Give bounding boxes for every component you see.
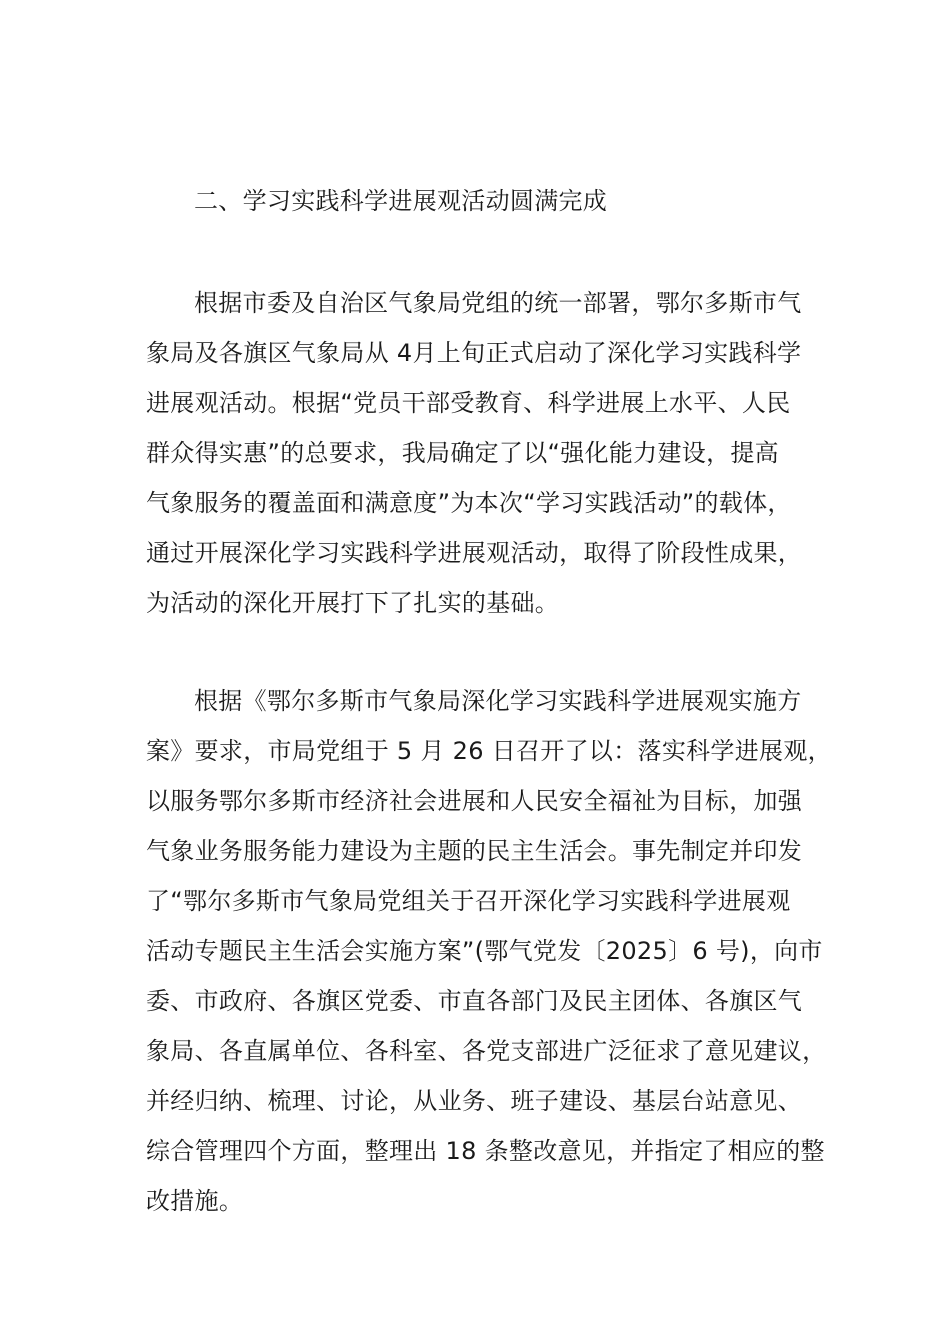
paragraph-2-line-5: 了“鄂尔多斯市气象局党组关于召开深化学习实践科学进展观: [146, 887, 791, 915]
paragraph-2-line-6: 活动专题民主生活会实施方案”(鄂气党发〔2025〕6 号)，向市: [146, 937, 823, 965]
paragraph-2-line-7: 委、市政府、各旗区党委、市直各部门及民主团体、各旗区气: [146, 987, 803, 1015]
paragraph-1-line-1: 根据市委及自治区气象局党组的统一部署，鄂尔多斯市气: [194, 289, 802, 317]
paragraph-2-line-2: 案》要求，市局党组于 5 月 26 日召开了以：落实科学进展观，: [146, 737, 832, 765]
paragraph-2-line-10: 综合管理四个方面，整理出 18 条整改意见，并指定了相应的整: [146, 1137, 825, 1165]
paragraph-2-line-4: 气象业务服务能力建设为主题的民主生活会。事先制定并印发: [146, 837, 803, 865]
paragraph-1-line-5: 气象服务的覆盖面和满意度”为本次“学习实践活动”的载体，: [146, 489, 792, 517]
paragraph-1-line-4: 群众得实惠”的总要求，我局确定了以“强化能力建设，提高: [146, 439, 779, 467]
paragraph-1-line-2: 象局及各旗区气象局从 4月上旬正式启动了深化学习实践科学: [146, 339, 802, 367]
paragraph-2-line-9: 并经归纳、梳理、讨论，从业务、班子建设、基层台站意见、: [146, 1087, 803, 1115]
paragraph-1-line-6: 通过开展深化学习实践科学进展观活动，取得了阶段性成果，: [146, 539, 803, 567]
paragraph-2-line-11: 改措施。: [146, 1187, 244, 1215]
paragraph-2-line-1: 根据《鄂尔多斯市气象局深化学习实践科学进展观实施方: [194, 687, 802, 715]
section-heading: 二、学习实践科学进展观活动圆满完成: [194, 187, 608, 215]
paragraph-1-line-3: 进展观活动。根据“党员干部受教育、科学进展上水平、人民: [146, 389, 791, 417]
paragraph-2-line-8: 象局、各直属单位、各科室、各党支部进广泛征求了意见建议，: [146, 1037, 827, 1065]
paragraph-2-line-3: 以服务鄂尔多斯市经济社会进展和人民安全福祉为目标，加强: [146, 787, 803, 815]
paragraph-1-line-7: 为活动的深化开展打下了扎实的基础。: [146, 589, 560, 617]
